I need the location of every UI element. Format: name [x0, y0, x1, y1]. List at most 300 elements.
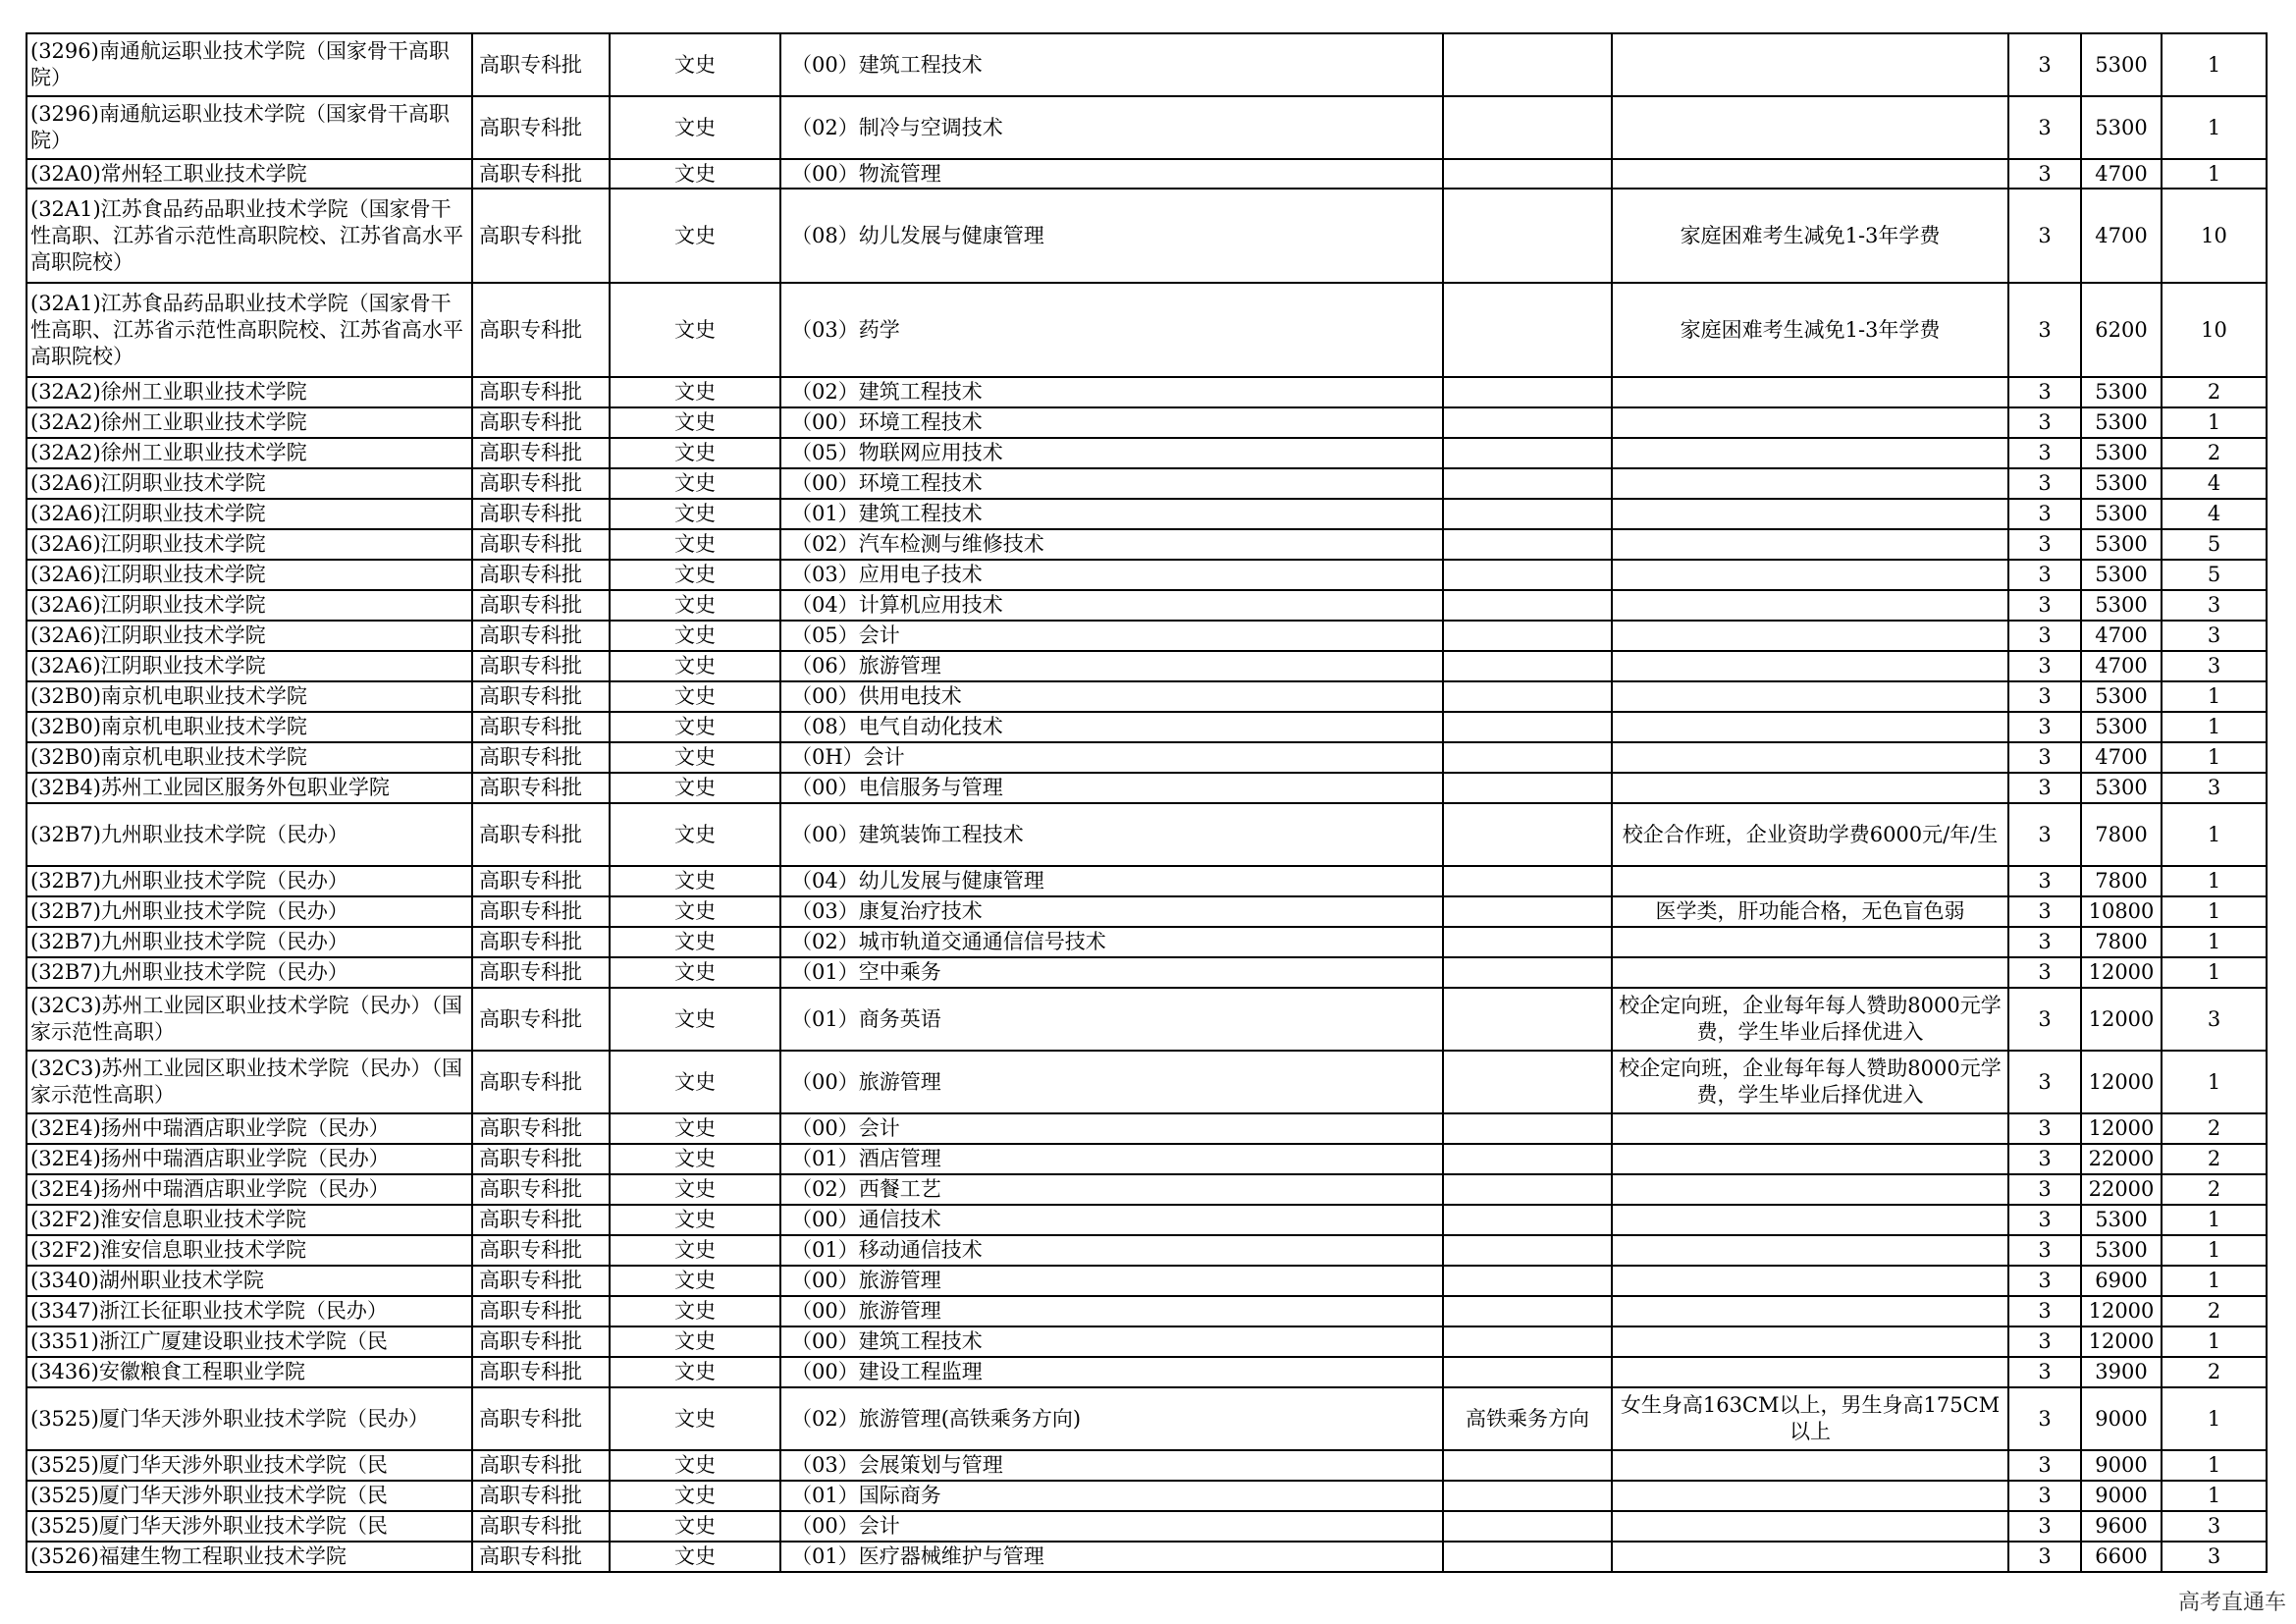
- remark-cell: [1612, 651, 2008, 681]
- tuition-cell: 12000: [2081, 1326, 2162, 1357]
- direction-cell: [1443, 1174, 1612, 1205]
- table-row: [27, 1051, 2267, 1113]
- quota-cell: 3: [2162, 590, 2267, 621]
- remark-cell: [1612, 96, 2008, 159]
- major-cell: （08）电气自动化技术: [780, 712, 1443, 742]
- tuition-cell: 7800: [2081, 866, 2162, 896]
- direction-cell: [1443, 742, 1612, 773]
- duration-cell: 3: [2008, 927, 2081, 957]
- table-row: [27, 1174, 2267, 1205]
- duration-cell: 3: [2008, 1113, 2081, 1144]
- school-name-cell: (32A6)江阴职业技术学院: [27, 560, 472, 590]
- school-name-cell: (3526)福建生物工程职业技术学院: [27, 1542, 472, 1572]
- table-row: [27, 1266, 2267, 1296]
- major-cell: （01）商务英语: [780, 988, 1443, 1051]
- remark-cell: [1612, 742, 2008, 773]
- school-name-cell: (32C3)苏州工业园区职业技术学院（民办）（国家示范性高职）: [27, 1051, 472, 1113]
- duration-cell: 3: [2008, 377, 2081, 407]
- tuition-cell: 6900: [2081, 1266, 2162, 1296]
- remark-cell: 校企定向班，企业每年每人赞助8000元学费，学生毕业后择优进入: [1612, 1051, 2008, 1113]
- table-row: [27, 651, 2267, 681]
- quota-cell: 3: [2162, 988, 2267, 1051]
- school-name-cell: (3340)湖州职业技术学院: [27, 1266, 472, 1296]
- duration-cell: 3: [2008, 621, 2081, 651]
- school-name-cell: (32A0)常州轻工职业技术学院: [27, 159, 472, 189]
- quota-cell: 4: [2162, 468, 2267, 499]
- tuition-cell: 10800: [2081, 896, 2162, 927]
- school-name-cell: (32E4)扬州中瑞酒店职业学院（民办）: [27, 1144, 472, 1174]
- school-name-cell: (32A6)江阴职业技术学院: [27, 590, 472, 621]
- duration-cell: 3: [2008, 33, 2081, 96]
- direction-cell: [1443, 896, 1612, 927]
- batch-cell: 高职专科批: [472, 896, 610, 927]
- remark-cell: [1612, 407, 2008, 438]
- quota-cell: 1: [2162, 1235, 2267, 1266]
- remark-cell: [1612, 468, 2008, 499]
- remark-cell: [1612, 1144, 2008, 1174]
- tuition-cell: 9000: [2081, 1450, 2162, 1481]
- table-row: [27, 407, 2267, 438]
- duration-cell: 3: [2008, 712, 2081, 742]
- major-cell: （00）会计: [780, 1511, 1443, 1542]
- tuition-cell: 5300: [2081, 33, 2162, 96]
- major-cell: （00）旅游管理: [780, 1296, 1443, 1326]
- table-row: [27, 1296, 2267, 1326]
- major-cell: （00）通信技术: [780, 1205, 1443, 1235]
- major-cell: （03）康复治疗技术: [780, 896, 1443, 927]
- table-row: [27, 1387, 2267, 1450]
- batch-cell: 高职专科批: [472, 866, 610, 896]
- quota-cell: 2: [2162, 1144, 2267, 1174]
- table-row: [27, 438, 2267, 468]
- duration-cell: 3: [2008, 438, 2081, 468]
- batch-cell: 高职专科批: [472, 33, 610, 96]
- quota-cell: 1: [2162, 957, 2267, 988]
- remark-cell: [1612, 560, 2008, 590]
- direction-cell: [1443, 681, 1612, 712]
- tuition-cell: 5300: [2081, 1205, 2162, 1235]
- duration-cell: 3: [2008, 866, 2081, 896]
- batch-cell: 高职专科批: [472, 1266, 610, 1296]
- school-name-cell: (32A6)江阴职业技术学院: [27, 499, 472, 529]
- direction-cell: [1443, 1511, 1612, 1542]
- major-cell: （00）建筑装饰工程技术: [780, 803, 1443, 866]
- table-row: [27, 896, 2267, 927]
- quota-cell: 2: [2162, 438, 2267, 468]
- direction-cell: [1443, 1296, 1612, 1326]
- duration-cell: 3: [2008, 1542, 2081, 1572]
- batch-cell: 高职专科批: [472, 438, 610, 468]
- duration-cell: 3: [2008, 896, 2081, 927]
- batch-cell: 高职专科批: [472, 927, 610, 957]
- tuition-cell: 12000: [2081, 1113, 2162, 1144]
- quota-cell: 1: [2162, 1387, 2267, 1450]
- duration-cell: 3: [2008, 1051, 2081, 1113]
- quota-cell: 1: [2162, 1205, 2267, 1235]
- batch-cell: 高职专科批: [472, 712, 610, 742]
- quota-cell: 1: [2162, 33, 2267, 96]
- school-name-cell: (3347)浙江长征职业技术学院（民办）: [27, 1296, 472, 1326]
- category-cell: 文史: [610, 1542, 780, 1572]
- table-row: [27, 1511, 2267, 1542]
- category-cell: 文史: [610, 560, 780, 590]
- tuition-cell: 5300: [2081, 407, 2162, 438]
- school-name-cell: (32A1)江苏食品药品职业技术学院（国家骨干性高职、江苏省示范性高职院校、江苏省高水平高职院校）: [27, 283, 472, 377]
- quota-cell: 2: [2162, 1174, 2267, 1205]
- direction-cell: [1443, 866, 1612, 896]
- remark-cell: [1612, 1266, 2008, 1296]
- major-cell: （04）计算机应用技术: [780, 590, 1443, 621]
- quota-cell: 1: [2162, 803, 2267, 866]
- remark-cell: [1612, 1481, 2008, 1511]
- remark-cell: [1612, 681, 2008, 712]
- major-cell: （01）酒店管理: [780, 1144, 1443, 1174]
- school-name-cell: (32E4)扬州中瑞酒店职业学院（民办）: [27, 1113, 472, 1144]
- remark-cell: 校企合作班，企业资助学费6000元/年/生: [1612, 803, 2008, 866]
- quota-cell: 10: [2162, 283, 2267, 377]
- quota-cell: 5: [2162, 560, 2267, 590]
- major-cell: （06）旅游管理: [780, 651, 1443, 681]
- batch-cell: 高职专科批: [472, 681, 610, 712]
- category-cell: 文史: [610, 621, 780, 651]
- table-row: [27, 773, 2267, 803]
- quota-cell: 2: [2162, 377, 2267, 407]
- duration-cell: 3: [2008, 189, 2081, 283]
- direction-cell: [1443, 438, 1612, 468]
- table-row: [27, 712, 2267, 742]
- remark-cell: [1612, 1326, 2008, 1357]
- direction-cell: [1443, 560, 1612, 590]
- major-cell: （00）环境工程技术: [780, 407, 1443, 438]
- duration-cell: 3: [2008, 742, 2081, 773]
- table-row: [27, 590, 2267, 621]
- quota-cell: 1: [2162, 681, 2267, 712]
- duration-cell: 3: [2008, 529, 2081, 560]
- table-row: [27, 1481, 2267, 1511]
- direction-cell: [1443, 1113, 1612, 1144]
- duration-cell: 3: [2008, 1174, 2081, 1205]
- remark-cell: [1612, 33, 2008, 96]
- duration-cell: 3: [2008, 773, 2081, 803]
- batch-cell: 高职专科批: [472, 590, 610, 621]
- batch-cell: 高职专科批: [472, 499, 610, 529]
- school-name-cell: (32E4)扬州中瑞酒店职业学院（民办）: [27, 1174, 472, 1205]
- quota-cell: 1: [2162, 742, 2267, 773]
- batch-cell: 高职专科批: [472, 1113, 610, 1144]
- school-name-cell: (3296)南通航运职业技术学院（国家骨干高职院）: [27, 96, 472, 159]
- duration-cell: 3: [2008, 1235, 2081, 1266]
- tuition-cell: 5300: [2081, 377, 2162, 407]
- batch-cell: 高职专科批: [472, 377, 610, 407]
- major-cell: （01）医疗器械维护与管理: [780, 1542, 1443, 1572]
- school-name-cell: (32A2)徐州工业职业技术学院: [27, 438, 472, 468]
- table-row: [27, 988, 2267, 1051]
- school-name-cell: (32B7)九州职业技术学院（民办）: [27, 927, 472, 957]
- table-row: [27, 377, 2267, 407]
- direction-cell: [1443, 407, 1612, 438]
- tuition-cell: 7800: [2081, 927, 2162, 957]
- school-name-cell: (32B7)九州职业技术学院（民办）: [27, 803, 472, 866]
- major-cell: （05）物联网应用技术: [780, 438, 1443, 468]
- quota-cell: 1: [2162, 712, 2267, 742]
- duration-cell: 3: [2008, 1144, 2081, 1174]
- batch-cell: 高职专科批: [472, 1542, 610, 1572]
- category-cell: 文史: [610, 712, 780, 742]
- major-cell: （02）西餐工艺: [780, 1174, 1443, 1205]
- category-cell: 文史: [610, 651, 780, 681]
- remark-cell: 医学类，肝功能合格，无色盲色弱: [1612, 896, 2008, 927]
- direction-cell: [1443, 927, 1612, 957]
- duration-cell: 3: [2008, 1357, 2081, 1387]
- quota-cell: 2: [2162, 1296, 2267, 1326]
- tuition-cell: 12000: [2081, 1051, 2162, 1113]
- table-row: [27, 803, 2267, 866]
- duration-cell: 3: [2008, 283, 2081, 377]
- major-cell: （00）会计: [780, 1113, 1443, 1144]
- school-name-cell: (32B0)南京机电职业技术学院: [27, 742, 472, 773]
- category-cell: 文史: [610, 499, 780, 529]
- tuition-cell: 4700: [2081, 159, 2162, 189]
- duration-cell: 3: [2008, 957, 2081, 988]
- major-cell: （00）供用电技术: [780, 681, 1443, 712]
- remark-cell: [1612, 957, 2008, 988]
- category-cell: 文史: [610, 927, 780, 957]
- quota-cell: 3: [2162, 651, 2267, 681]
- direction-cell: [1443, 189, 1612, 283]
- tuition-cell: 22000: [2081, 1144, 2162, 1174]
- direction-cell: [1443, 1481, 1612, 1511]
- table-row: [27, 1450, 2267, 1481]
- duration-cell: 3: [2008, 1511, 2081, 1542]
- duration-cell: 3: [2008, 1205, 2081, 1235]
- quota-cell: 10: [2162, 189, 2267, 283]
- category-cell: 文史: [610, 1051, 780, 1113]
- category-cell: 文史: [610, 681, 780, 712]
- table-body: [27, 33, 2267, 1572]
- table-row: [27, 189, 2267, 283]
- quota-cell: 1: [2162, 96, 2267, 159]
- major-cell: （03）应用电子技术: [780, 560, 1443, 590]
- remark-cell: [1612, 621, 2008, 651]
- batch-cell: 高职专科批: [472, 1387, 610, 1450]
- school-name-cell: (32B0)南京机电职业技术学院: [27, 712, 472, 742]
- table-row: [27, 283, 2267, 377]
- duration-cell: 3: [2008, 560, 2081, 590]
- category-cell: 文史: [610, 1235, 780, 1266]
- tuition-cell: 5300: [2081, 590, 2162, 621]
- category-cell: 文史: [610, 189, 780, 283]
- category-cell: 文史: [610, 896, 780, 927]
- batch-cell: 高职专科批: [472, 96, 610, 159]
- school-name-cell: (32C3)苏州工业园区职业技术学院（民办）（国家示范性高职）: [27, 988, 472, 1051]
- batch-cell: 高职专科批: [472, 1174, 610, 1205]
- category-cell: 文史: [610, 1326, 780, 1357]
- school-name-cell: (32A6)江阴职业技术学院: [27, 621, 472, 651]
- table-row: [27, 681, 2267, 712]
- tuition-cell: 5300: [2081, 773, 2162, 803]
- quota-cell: 1: [2162, 896, 2267, 927]
- duration-cell: 3: [2008, 1481, 2081, 1511]
- admission-plan-table: [26, 32, 2268, 1573]
- table-row: [27, 621, 2267, 651]
- direction-cell: [1443, 1144, 1612, 1174]
- category-cell: 文史: [610, 1113, 780, 1144]
- category-cell: 文史: [610, 283, 780, 377]
- direction-cell: [1443, 33, 1612, 96]
- batch-cell: 高职专科批: [472, 803, 610, 866]
- tuition-cell: 12000: [2081, 957, 2162, 988]
- direction-cell: [1443, 1205, 1612, 1235]
- table-row: [27, 1357, 2267, 1387]
- batch-cell: 高职专科批: [472, 189, 610, 283]
- category-cell: 文史: [610, 1144, 780, 1174]
- batch-cell: 高职专科批: [472, 1481, 610, 1511]
- category-cell: 文史: [610, 159, 780, 189]
- major-cell: （03）会展策划与管理: [780, 1450, 1443, 1481]
- major-cell: （00）电信服务与管理: [780, 773, 1443, 803]
- remark-cell: [1612, 712, 2008, 742]
- remark-cell: [1612, 1450, 2008, 1481]
- batch-cell: 高职专科批: [472, 651, 610, 681]
- batch-cell: 高职专科批: [472, 621, 610, 651]
- quota-cell: 5: [2162, 529, 2267, 560]
- category-cell: 文史: [610, 803, 780, 866]
- remark-cell: [1612, 1205, 2008, 1235]
- quota-cell: 4: [2162, 499, 2267, 529]
- major-cell: （01）国际商务: [780, 1481, 1443, 1511]
- remark-cell: [1612, 1113, 2008, 1144]
- major-cell: （00）旅游管理: [780, 1266, 1443, 1296]
- direction-cell: [1443, 1326, 1612, 1357]
- batch-cell: 高职专科批: [472, 1357, 610, 1387]
- tuition-cell: 5300: [2081, 499, 2162, 529]
- major-cell: （02）建筑工程技术: [780, 377, 1443, 407]
- duration-cell: 3: [2008, 1326, 2081, 1357]
- table-row: [27, 1144, 2267, 1174]
- table-row: [27, 927, 2267, 957]
- batch-cell: 高职专科批: [472, 957, 610, 988]
- remark-cell: [1612, 773, 2008, 803]
- batch-cell: 高职专科批: [472, 1235, 610, 1266]
- tuition-cell: 12000: [2081, 988, 2162, 1051]
- tuition-cell: 9000: [2081, 1481, 2162, 1511]
- remark-cell: [1612, 1511, 2008, 1542]
- table-row: [27, 1235, 2267, 1266]
- batch-cell: 高职专科批: [472, 529, 610, 560]
- major-cell: （0H）会计: [780, 742, 1443, 773]
- quota-cell: 1: [2162, 1326, 2267, 1357]
- duration-cell: 3: [2008, 651, 2081, 681]
- direction-cell: [1443, 590, 1612, 621]
- quota-cell: 3: [2162, 1511, 2267, 1542]
- duration-cell: 3: [2008, 407, 2081, 438]
- direction-cell: [1443, 1542, 1612, 1572]
- remark-cell: 校企定向班，企业每年每人赞助8000元学费，学生毕业后择优进入: [1612, 988, 2008, 1051]
- category-cell: 文史: [610, 407, 780, 438]
- remark-cell: 女生身高163CM以上，男生身高175CM以上: [1612, 1387, 2008, 1450]
- batch-cell: 高职专科批: [472, 1144, 610, 1174]
- quota-cell: 1: [2162, 1266, 2267, 1296]
- category-cell: 文史: [610, 1387, 780, 1450]
- school-name-cell: (32A2)徐州工业职业技术学院: [27, 407, 472, 438]
- tuition-cell: 5300: [2081, 96, 2162, 159]
- remark-cell: [1612, 529, 2008, 560]
- table-row: [27, 499, 2267, 529]
- tuition-cell: 4700: [2081, 189, 2162, 283]
- batch-cell: 高职专科批: [472, 742, 610, 773]
- major-cell: （00）建筑工程技术: [780, 33, 1443, 96]
- tuition-cell: 4700: [2081, 742, 2162, 773]
- major-cell: （00）旅游管理: [780, 1051, 1443, 1113]
- duration-cell: 3: [2008, 499, 2081, 529]
- school-name-cell: (3525)厦门华天涉外职业技术学院（民: [27, 1450, 472, 1481]
- major-cell: （02）城市轨道交通通信信号技术: [780, 927, 1443, 957]
- quota-cell: 1: [2162, 1481, 2267, 1511]
- table-row: [27, 742, 2267, 773]
- school-name-cell: (32B4)苏州工业园区服务外包职业学院: [27, 773, 472, 803]
- table-row: [27, 560, 2267, 590]
- direction-cell: [1443, 283, 1612, 377]
- school-name-cell: (32B7)九州职业技术学院（民办）: [27, 896, 472, 927]
- category-cell: 文史: [610, 1450, 780, 1481]
- tuition-cell: 4700: [2081, 651, 2162, 681]
- table-row: [27, 159, 2267, 189]
- tuition-cell: 5300: [2081, 438, 2162, 468]
- category-cell: 文史: [610, 866, 780, 896]
- tuition-cell: 5300: [2081, 681, 2162, 712]
- tuition-cell: 6200: [2081, 283, 2162, 377]
- major-cell: （02）旅游管理(高铁乘务方向): [780, 1387, 1443, 1450]
- school-name-cell: (3296)南通航运职业技术学院（国家骨干高职院）: [27, 33, 472, 96]
- batch-cell: 高职专科批: [472, 560, 610, 590]
- major-cell: （00）环境工程技术: [780, 468, 1443, 499]
- direction-cell: [1443, 377, 1612, 407]
- quota-cell: 3: [2162, 621, 2267, 651]
- major-cell: （00）建筑工程技术: [780, 1326, 1443, 1357]
- tuition-cell: 5300: [2081, 1235, 2162, 1266]
- remark-cell: [1612, 499, 2008, 529]
- category-cell: 文史: [610, 988, 780, 1051]
- major-cell: （05）会计: [780, 621, 1443, 651]
- major-cell: （00）物流管理: [780, 159, 1443, 189]
- duration-cell: 3: [2008, 159, 2081, 189]
- duration-cell: 3: [2008, 1450, 2081, 1481]
- school-name-cell: (3525)厦门华天涉外职业技术学院（民: [27, 1481, 472, 1511]
- direction-cell: [1443, 773, 1612, 803]
- school-name-cell: (32A6)江阴职业技术学院: [27, 468, 472, 499]
- tuition-cell: 5300: [2081, 529, 2162, 560]
- quota-cell: 1: [2162, 927, 2267, 957]
- school-name-cell: (3525)厦门华天涉外职业技术学院（民: [27, 1511, 472, 1542]
- direction-cell: [1443, 1266, 1612, 1296]
- category-cell: 文史: [610, 1481, 780, 1511]
- batch-cell: 高职专科批: [472, 159, 610, 189]
- direction-cell: [1443, 499, 1612, 529]
- major-cell: （01）移动通信技术: [780, 1235, 1443, 1266]
- direction-cell: 高铁乘务方向: [1443, 1387, 1612, 1450]
- remark-cell: [1612, 927, 2008, 957]
- major-cell: （03）药学: [780, 283, 1443, 377]
- table-row: [27, 1326, 2267, 1357]
- school-name-cell: (32A2)徐州工业职业技术学院: [27, 377, 472, 407]
- category-cell: 文史: [610, 377, 780, 407]
- major-cell: （00）建设工程监理: [780, 1357, 1443, 1387]
- duration-cell: 3: [2008, 1266, 2081, 1296]
- remark-cell: [1612, 159, 2008, 189]
- direction-cell: [1443, 621, 1612, 651]
- remark-cell: [1612, 1542, 2008, 1572]
- category-cell: 文史: [610, 529, 780, 560]
